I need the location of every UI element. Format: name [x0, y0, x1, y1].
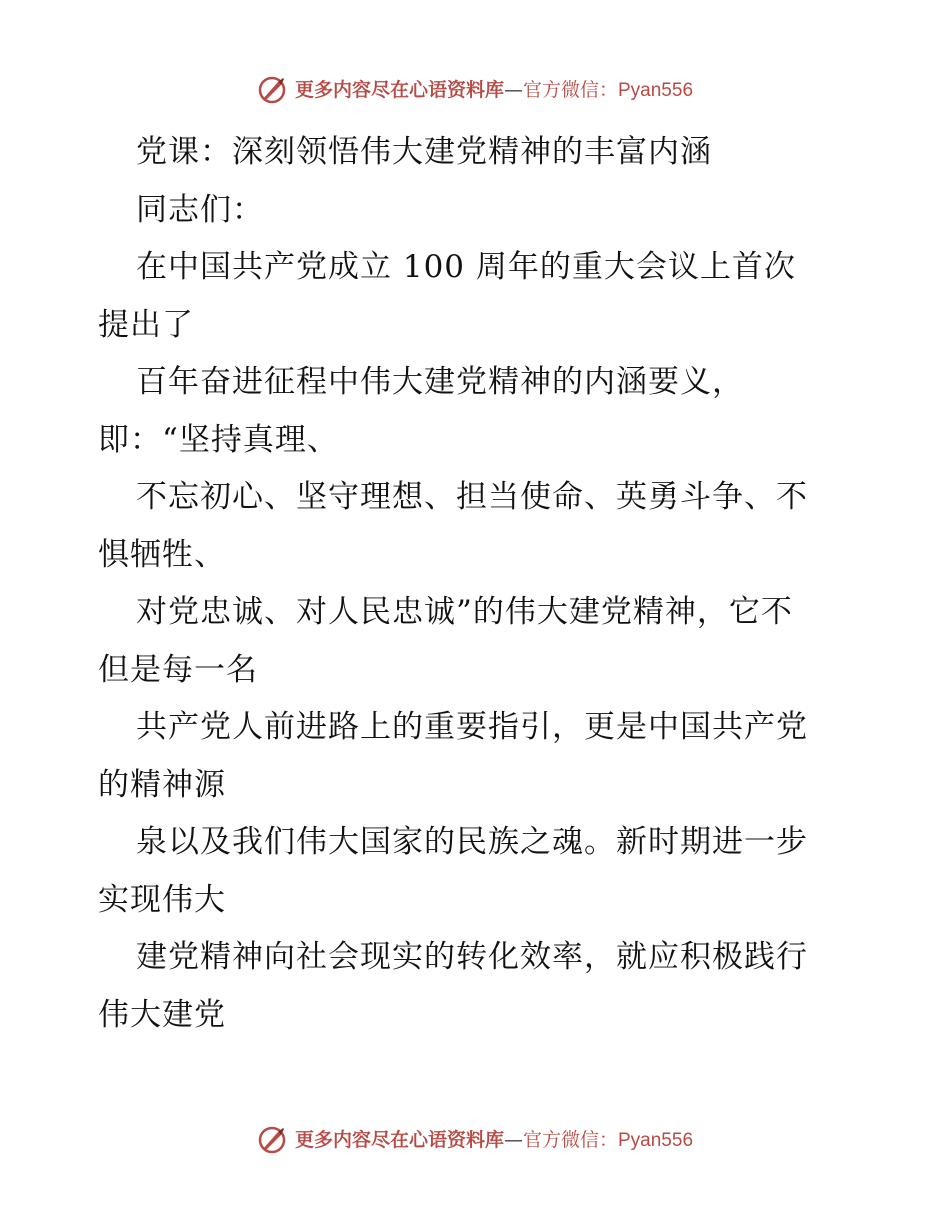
watermark-dash: — — [504, 1128, 523, 1151]
text-line: 的精神源 — [98, 766, 226, 803]
text-line: 提出了 — [98, 306, 194, 343]
watermark-account-text: 官方微信：Pyan556 — [523, 1129, 694, 1151]
quill-logo-icon — [257, 75, 287, 105]
text-line: 惧牺牲、 — [98, 536, 226, 573]
watermark-account-text: 官方微信：Pyan556 — [523, 79, 694, 101]
document-title: 党课：深刻领悟伟大建党精神的丰富内涵 — [136, 134, 712, 170]
text-line: 同志们： — [136, 191, 264, 228]
watermark-dash: — — [504, 78, 523, 101]
quill-logo-icon — [257, 1125, 287, 1155]
text-line: 泉以及我们伟大国家的民族之魂。新时期进一步 — [136, 824, 808, 860]
text-line: 对党忠诚、对人民忠诚”的伟大建党精神，它不 — [136, 594, 793, 630]
header-watermark — [0, 70, 950, 110]
text-line: 不忘初心、坚守理想、担当使命、英勇斗争、不 — [136, 479, 808, 515]
text-line: 在中国共产党成立 100 周年的重大会议上首次 — [136, 249, 796, 285]
text-line: 建党精神向社会现实的转化效率，就应积极践行 — [136, 939, 808, 975]
text-line: 但是每一名 — [98, 651, 258, 688]
watermark-main-text: 更多内容尽在心语资料库 — [294, 78, 504, 101]
text-line: 百年奋进征程中伟大建党精神的内涵要义， — [136, 364, 744, 400]
text-line: 实现伟大 — [98, 881, 226, 918]
document-body — [98, 124, 858, 1044]
text-line: 伟大建党 — [98, 996, 226, 1033]
text-line: 共产党人前进路上的重要指引，更是中国共产党 — [136, 709, 808, 745]
footer-watermark — [0, 1120, 950, 1160]
watermark-main-text: 更多内容尽在心语资料库 — [294, 1128, 504, 1151]
text-line: 即：“坚持真理、 — [98, 421, 339, 458]
